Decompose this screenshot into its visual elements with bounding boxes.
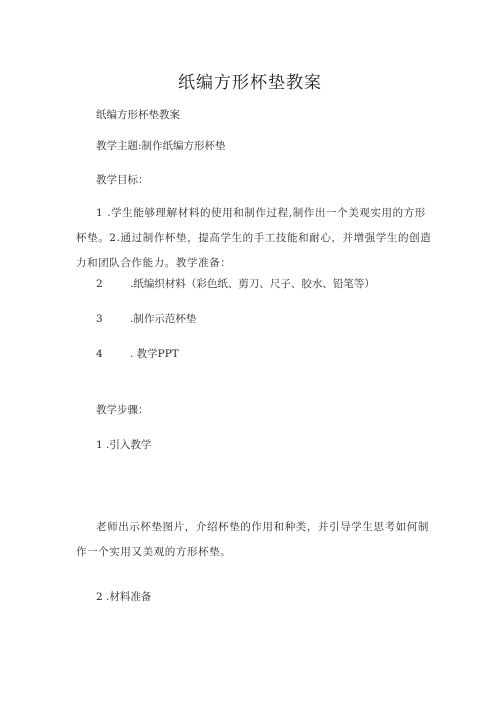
- prep-item: [96, 277, 375, 291]
- step2-heading: 2 .材料准备: [96, 591, 152, 603]
- document-subtitle: 纸编方形杯垫教案: [96, 109, 180, 121]
- page-title: 纸编方形杯垫教案: [178, 73, 322, 93]
- step1-paragraph: 老师出示杯垫图片，介绍杯垫的作用和种类，并引导学生思考如何制作一个实用又美观的方形杯垫。: [76, 521, 429, 558]
- step1-heading: 1 .引入教学: [96, 439, 152, 451]
- prep-item: [96, 347, 179, 361]
- teaching-theme: 教学主题:制作纸编方形杯垫: [96, 140, 226, 152]
- prep-item-text: .制作示范杯垫: [130, 313, 197, 325]
- prep-item: [96, 312, 196, 326]
- steps-heading: 教学步骤：: [96, 404, 149, 416]
- prep-item-number: 4: [96, 348, 103, 360]
- prep-item-text: .纸编织材料（彩色纸、剪刀、尺子、胶水、铅笔等）: [130, 278, 375, 290]
- goals-heading: 教学目标：: [96, 174, 149, 186]
- prep-item-number: 2: [96, 278, 103, 290]
- goals-paragraph: 1 .学生能够理解材料的使用和制作过程,制作出一个美观实用的方形杯垫。2.通过制作杯垫，提高学生的手工技能和耐心，并增强学生的创造力和团队合作能力。教学准备：: [76, 207, 432, 269]
- prep-item-number: 3: [96, 313, 103, 325]
- prep-item-text: . 教学PPT: [130, 348, 179, 360]
